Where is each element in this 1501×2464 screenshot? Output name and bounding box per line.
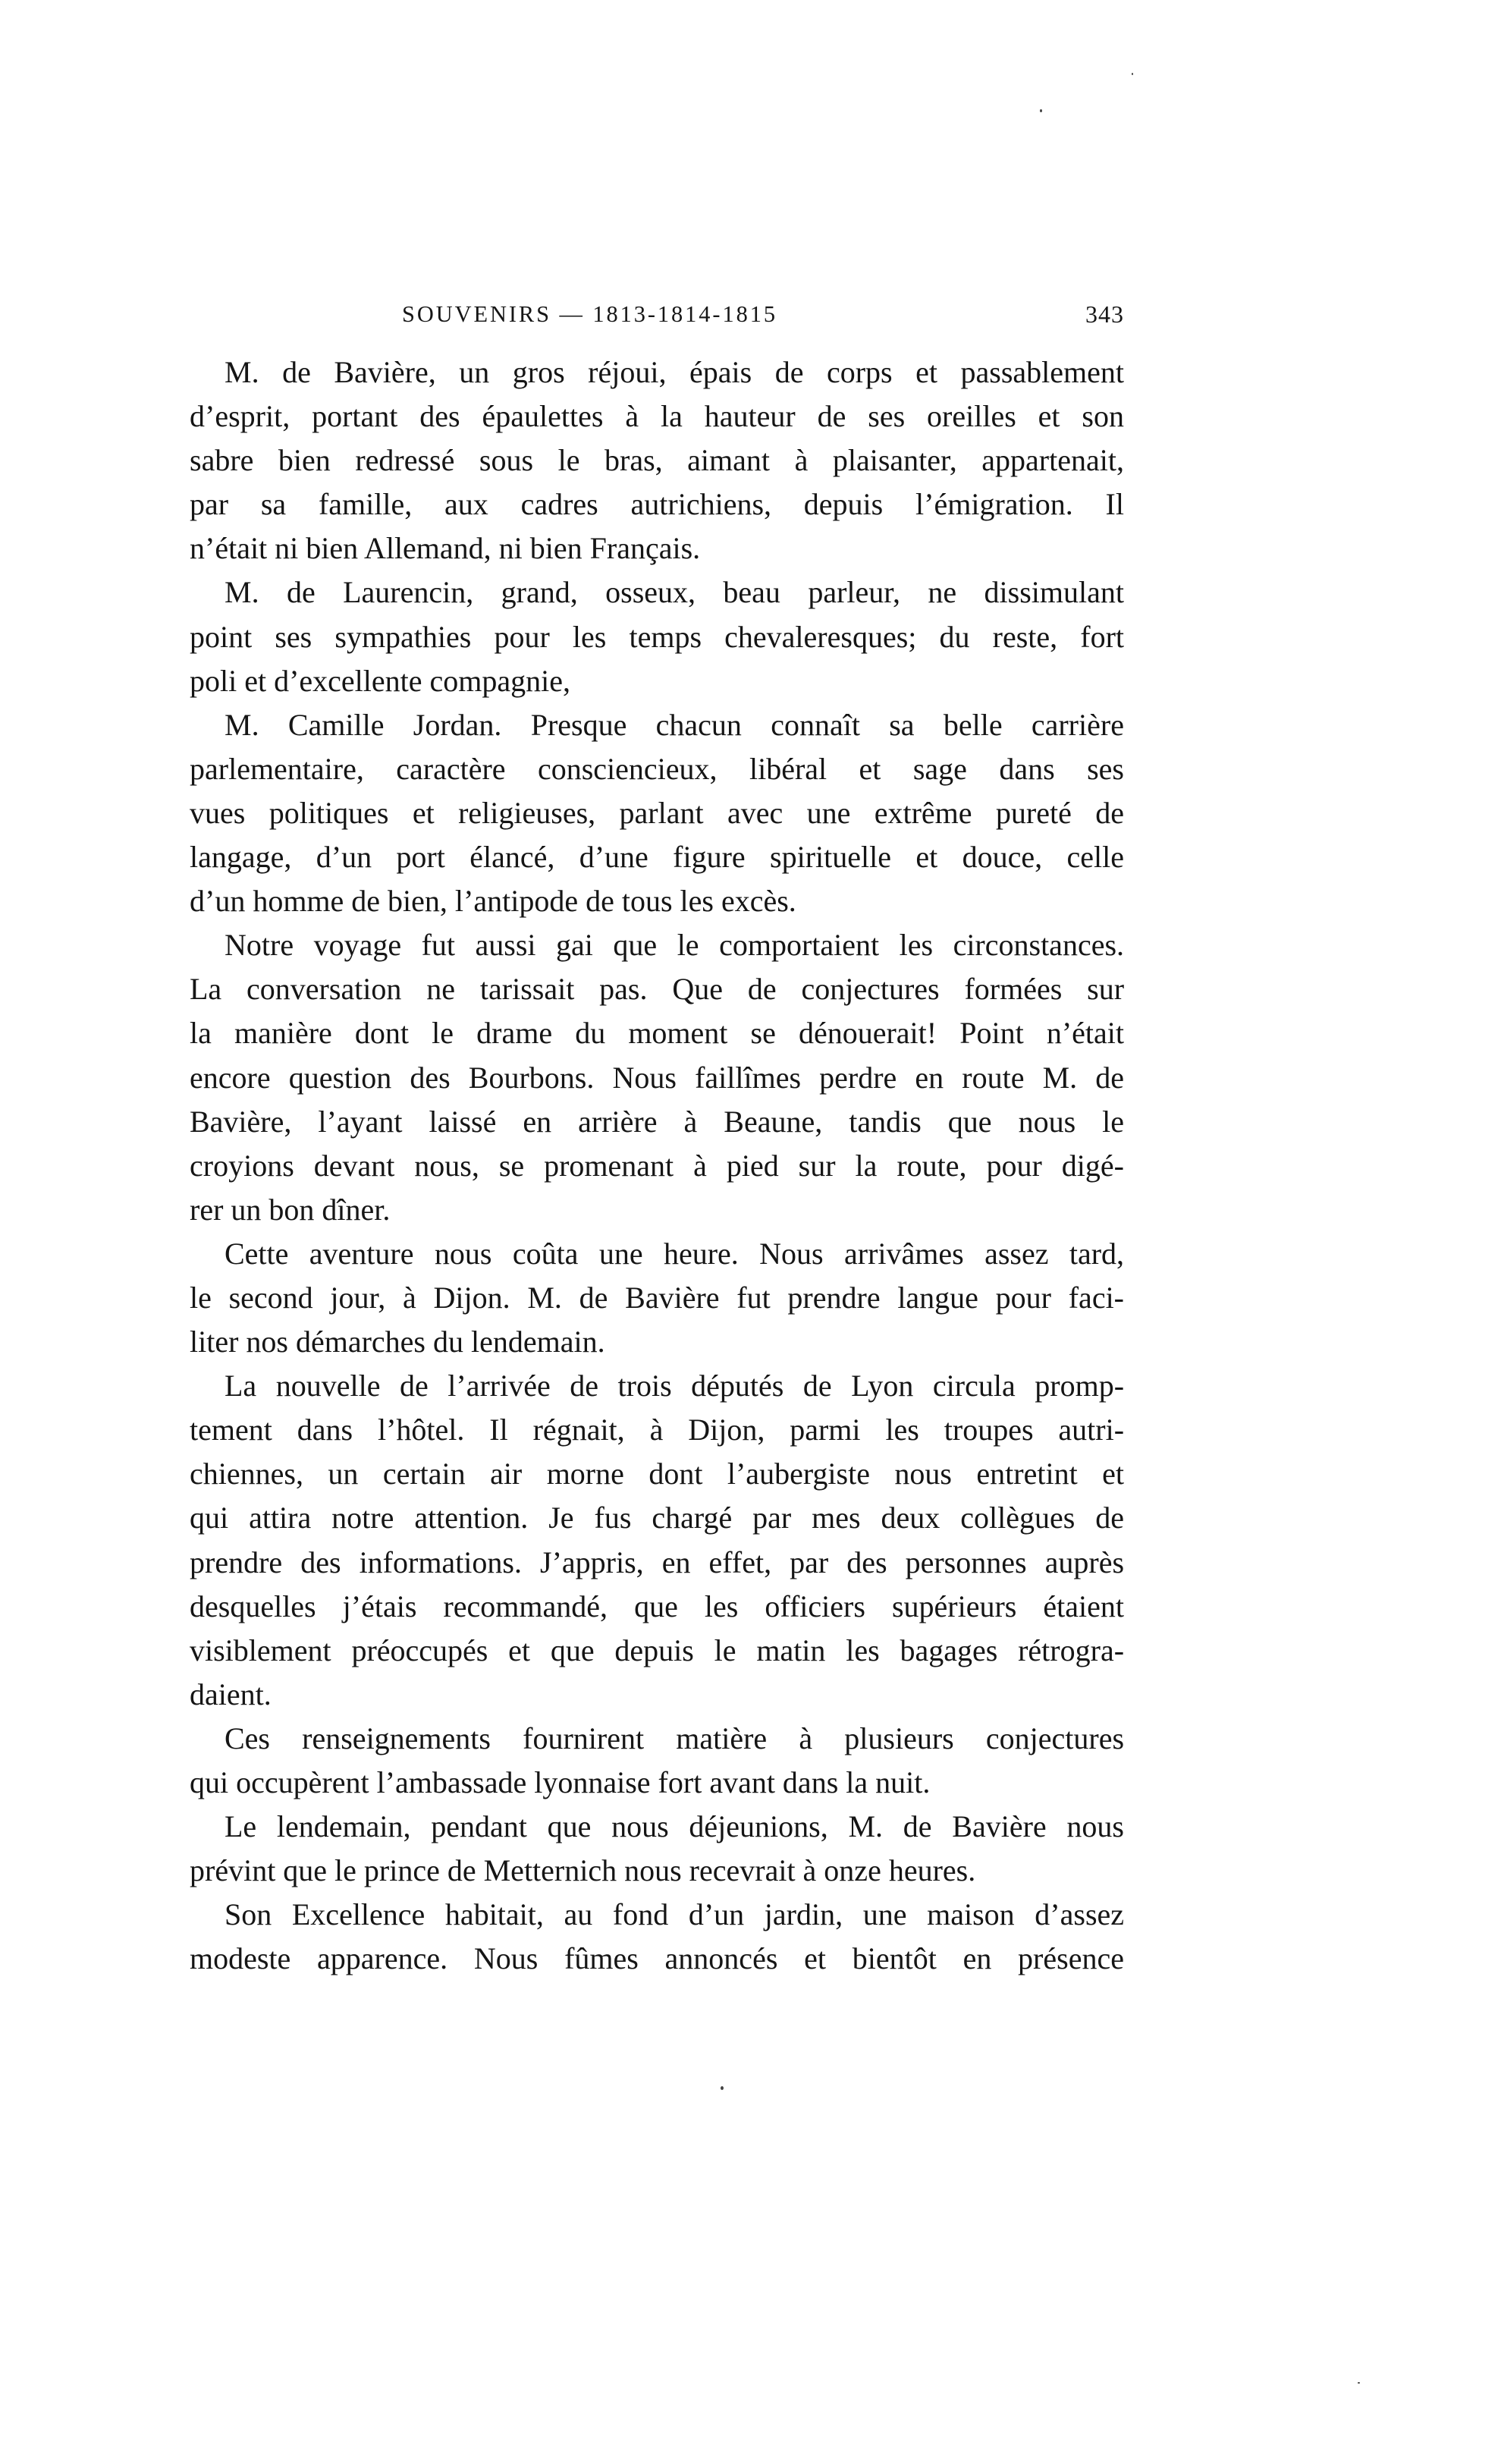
- text-line: qui occupèrent l’ambassade lyonnaise fort avant dans la nuit.: [190, 1765, 931, 1799]
- text-line: sabre bien redressé sous le bras, aimant à plaisanter, appartenait,: [190, 443, 1124, 478]
- text-line: point ses sympathies pour les temps chevaleresques; du reste, fort: [190, 619, 1125, 654]
- text-line: langage, d’un port élancé, d’une figure spirituelle et douce, celle: [190, 840, 1124, 875]
- text-line: M. de Bavière, un gros réjoui, épais de corps et passablement: [225, 355, 1125, 389]
- text-line: la manière dont le drame du moment se dénouerait! Point n’était: [190, 1016, 1124, 1051]
- text-line: Notre voyage fut aussi gai que le comportaient les circonstances.: [225, 928, 1125, 963]
- running-head: [190, 297, 1124, 331]
- scan-speck: [1358, 2382, 1360, 2384]
- text-line: liter nos démarches du lendemain.: [190, 1325, 605, 1359]
- text-line: d’esprit, portant des épaulettes à la hauteur de ses oreilles et son: [190, 399, 1125, 434]
- text-line: prendre des informations. J’appris, en effet, par des personnes auprès: [190, 1545, 1125, 1579]
- text-line: visiblement préoccupés et que depuis le matin les bagages rétrogra-: [190, 1633, 1125, 1667]
- text-line: qui attira notre attention. Je fus chargé par mes deux collègues de: [190, 1501, 1125, 1535]
- page-number: 343: [1085, 300, 1124, 328]
- text-line: M. de Laurencin, grand, osseux, beau parleur, ne dissimulant: [225, 575, 1124, 610]
- text-line: La nouvelle de l’arrivée de trois députés de Lyon circula promp-: [225, 1369, 1125, 1403]
- text-line: M. Camille Jordan. Presque chacun connaît sa belle carrière: [225, 707, 1124, 742]
- scan-speck: [1040, 109, 1042, 112]
- text-line: croyions devant nous, se promenant à pied sur la route, pour digé-: [190, 1148, 1124, 1183]
- text-line: par sa famille, aux cadres autrichiens, depuis l’émigration. Il: [190, 487, 1124, 522]
- running-title: SOUVENIRS — 1813-1814-1815: [402, 300, 778, 327]
- text-line: tement dans l’hôtel. Il régnait, à Dijon, parmi les troupes autri-: [190, 1413, 1125, 1447]
- text-line: prévint que le prince de Metternich nous recevrait à onze heures.: [190, 1853, 976, 1888]
- text-line: Bavière, l’ayant laissé en arrière à Beaune, tandis que nous le: [190, 1104, 1125, 1139]
- text-line: d’un homme de bien, l’antipode de tous les excès.: [190, 884, 796, 919]
- text-line: Cette aventure nous coûta une heure. Nous arrivâmes assez tard,: [225, 1236, 1125, 1271]
- text-line: le second jour, à Dijon. M. de Bavière fut prendre langue pour faci-: [190, 1280, 1125, 1315]
- text-line: n’était ni bien Allemand, ni bien Français.: [190, 531, 701, 566]
- text-line: La conversation ne tarissait pas. Que de conjectures formées sur: [190, 972, 1125, 1007]
- text-line: encore question des Bourbons. Nous faillîmes perdre en route M. de: [190, 1060, 1125, 1095]
- text-line: modeste apparence. Nous fûmes annoncés et bientôt en présence: [190, 1941, 1124, 1976]
- text-line: parlementaire, caractère consciencieux, libéral et sage dans ses: [190, 751, 1124, 786]
- text-line: chiennes, un certain air morne dont l’aubergiste nous entretint et: [190, 1457, 1124, 1491]
- scan-speck: [721, 2086, 724, 2090]
- text-line: rer un bon dîner.: [190, 1192, 391, 1227]
- text-line: poli et d’excellente compagnie,: [190, 663, 571, 698]
- text-line: Le lendemain, pendant que nous déjeunions, M. de Bavière nous: [225, 1809, 1124, 1844]
- text-line: desquelles j’étais recommandé, que les officiers supérieurs étaient: [190, 1589, 1124, 1623]
- text-line: Son Excellence habitait, au fond d’un jardin, une maison d’assez: [225, 1897, 1125, 1932]
- text-line: vues politiques et religieuses, parlant avec une extrême pureté de: [190, 795, 1125, 830]
- text-line: Ces renseignements fournirent matière à plusieurs conjectures: [225, 1721, 1125, 1755]
- text-line: daient.: [190, 1677, 272, 1711]
- scan-speck: [1132, 73, 1133, 75]
- body-text: [190, 350, 1124, 1981]
